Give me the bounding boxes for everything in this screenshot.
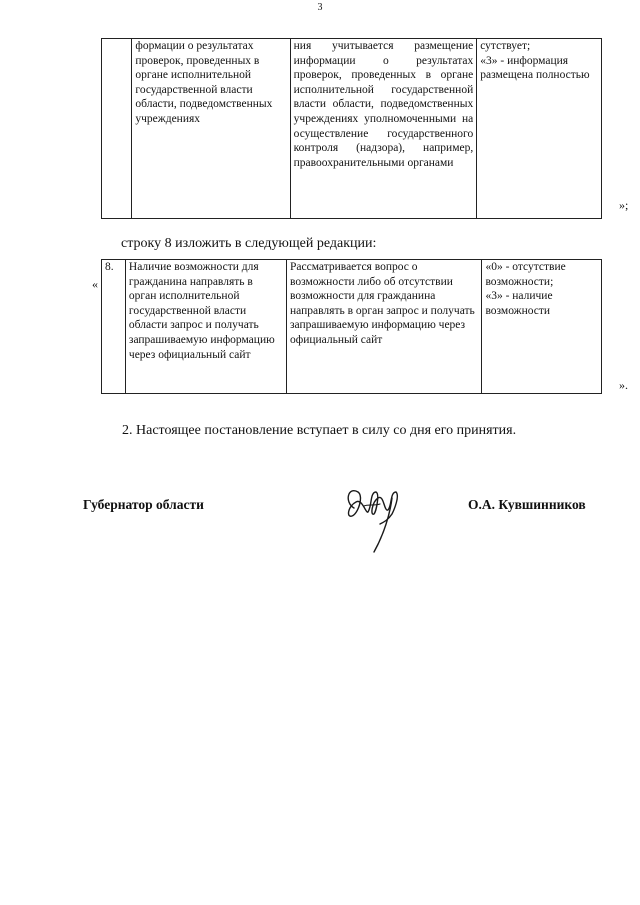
table-row	[102, 39, 602, 219]
table-row	[102, 260, 602, 394]
point-2-text: 2. Настоящее постановление вступает в силу со дня его принятия.	[122, 423, 517, 438]
closing-quote: ».	[619, 378, 628, 392]
criteria-table-row-8	[101, 259, 602, 394]
amendment-instruction: строку 8 изложить в следующей редакции:	[121, 236, 377, 251]
signatory-name: О.А. Кувшинников	[468, 497, 586, 512]
handwritten-signature	[340, 478, 410, 556]
table-cell: формации о результатах проверок, проведенных в органе исполнительной государственной власти области, подведомственных учреждениях	[132, 39, 290, 219]
table-cell: «0» - отсутствие возможности; «3» - наличие возможности	[482, 260, 602, 394]
row-number: 8.	[102, 260, 126, 394]
criteria-table-continuation	[101, 38, 602, 219]
table-cell: Наличие возможности для гражданина направлять в орган исполнительной государственной власти области запрос и получать запрашиваемую информацию через официальный сайт	[125, 260, 286, 394]
table-cell: Рассматривается вопрос о возможности либо об отсутствии возможности для гражданина направлять в орган запрос и получать запрашиваемую информацию через официальный сайт	[287, 260, 482, 394]
signatory-position: Губернатор области	[83, 497, 204, 512]
table-cell: сутствует; «3» - информация размещена полностью	[477, 39, 602, 219]
closing-quote: »;	[619, 198, 629, 212]
page-number: 3	[317, 2, 323, 13]
opening-quote: «	[92, 277, 98, 291]
table-cell	[102, 39, 132, 219]
table-cell: ния учитывается размещение информации о результатах проверок, проведенных в органе исполнительной государственной власти области, подведомственных учреждениях уполномоченными на осуществление государственного контроля (надзора), например, правоохранительными органами	[290, 39, 477, 219]
